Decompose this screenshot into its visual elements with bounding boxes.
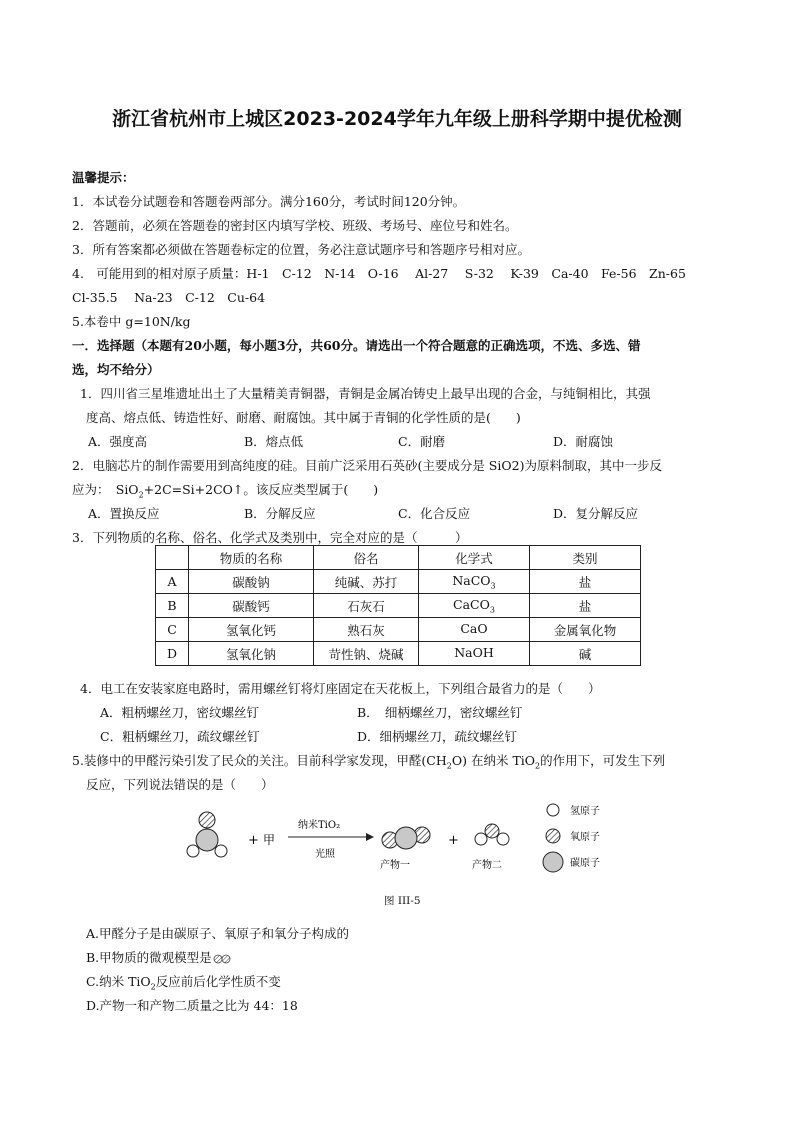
product-one-label: 产物一 [380,860,410,871]
tip-3: 3．所有答案都必须做在答题卷标定的位置，务必注意试题序号和答题序号相对应。 [72,242,530,257]
q5-stem: 5.装修中的甲醛污染引发了民众的关注。目前科学家发现，甲醛$(CH_2O)$ 在纳米 TiO$_2$的作用下，可发生下列 [72,753,666,771]
table-header: 化学式 [419,546,530,570]
q1-option-b: B．熔点低 [244,434,304,449]
q5-stem-cont: 反应，下列说法错误的是（ ） [86,777,274,792]
reaction-diagram [170,795,630,905]
q5-option-c: C.纳米 TiO$_2$反应前后化学性质不变 [86,974,281,992]
table-row [156,570,641,594]
substance-table [155,545,641,666]
category: 盐 [530,570,641,594]
figure-caption: 图 III-5 [384,895,421,907]
plus-sign: + [248,833,259,848]
arrow-head-icon [366,833,374,841]
q1-stem-cont: 度高、熔点低、铸造性好、耐磨、耐腐蚀。其中属于青铜的化学性质的是( ) [86,410,521,425]
q5-option-b: B.甲物质的微观模型是 [86,950,234,966]
category: 盐 [530,594,641,618]
table-header [156,546,189,570]
q2-stem-cont: 应为： SiO$_2$+2C=Si+2CO↑。该反应类型属于( ) [72,482,379,500]
chemical-formula: NaCO$_3$ [419,570,530,594]
reactant-label: 甲 [263,833,276,847]
carbon-dioxide-molecule-icon [382,827,430,849]
table-header: 物质的名称 [189,546,314,570]
water-molecule-icon [475,824,509,845]
q2-option-c: C．化合反应 [398,506,471,521]
q4-stem: 4．电工在安装家庭电路时，需用螺丝钉将灯座固定在天花板上，下列组合最省力的是（ ） [80,681,601,696]
row-label: B [156,594,189,618]
table-header: 俗名 [314,546,419,570]
tip-4-cont: Cl-35.5 Na-23 C-12 Cu-64 [72,290,266,305]
common-name: 石灰石 [314,594,419,618]
plus-sign: + [448,833,459,848]
tip-5: 5.本卷中 g=10N/kg [72,314,191,329]
q4-option-a: A．粗柄螺丝刀，密纹螺丝钉 [100,705,260,720]
tip-4: 4. 可能用到的相对原子质量：H-1 C-12 N-14 O-16 Al-27 S-32 K-39 Ca-40 Fe-56 Zn-65 [72,266,686,281]
common-name: 纯碱、苏打 [314,570,419,594]
q1-option-d: D．耐腐蚀 [553,434,614,449]
formaldehyde-molecule-icon [187,812,227,857]
legend-carbon: 碳原子 [570,858,600,869]
q2-option-a: A．置换反应 [88,506,160,521]
q3-stem: 3．下列物质的名称、俗名、化学式及类别中，完全对应的是（ ） [72,530,468,545]
common-name: 熟石灰 [314,618,419,642]
row-label: A [156,570,189,594]
common-name: 苛性钠、烧碱 [314,642,419,666]
hydrogen-atom-icon [547,804,559,816]
table-row [156,642,641,666]
q2-option-d: D．复分解反应 [553,506,639,521]
catalyst-label: 纳米TiO₂ [298,820,341,831]
chemical-formula: CaO [419,618,530,642]
q5-option-a: A.甲醛分子是由碳原子、氧原子和氧分子构成的 [86,926,350,941]
legend-hydrogen: 氢原子 [570,806,600,817]
q4-option-c: C．粗柄螺丝刀，疏纹螺丝钉 [100,729,260,744]
q1-option-c: C．耐磨 [398,434,446,449]
section-heading: 一．选择题（本题有20小题，每小题3分，共60分。请选出一个符合题意的正确选项，不选、多选、错 [72,338,641,353]
section-heading-cont: 选，均不给分） [72,362,160,377]
row-label: D [156,642,189,666]
table-row [156,594,641,618]
substance-name: 氢氧化钙 [189,618,314,642]
table-row [156,618,641,642]
oxygen-molecule-icon [212,954,234,964]
tip-1: 1．本试卷分试题卷和答题卷两部分。满分160分，考试时间120分钟。 [72,194,466,209]
tips-heading: 温馨提示： [72,170,135,185]
tip-2: 2．答题前，必须在答题卷的密封区内填写学校、班级、考场号、座位号和姓名。 [72,218,518,233]
product-two-label: 产物二 [472,860,502,871]
substance-name: 氢氧化钠 [189,642,314,666]
condition-label: 光照 [315,849,335,860]
chemical-formula: CaCO$_3$ [419,594,530,618]
q4-option-b: B． 细柄螺丝刀，密纹螺丝钉 [357,705,523,720]
legend-oxygen: 氧原子 [570,832,600,843]
q4-option-d: D．细柄螺丝刀，疏纹螺丝钉 [357,729,518,744]
category: 金属氧化物 [530,618,641,642]
carbon-atom-icon [543,852,563,872]
table-header: 类别 [530,546,641,570]
row-label: C [156,618,189,642]
page-title: 浙江省杭州市上城区2023-2024学年九年级上册科学期中提优检测 [112,108,682,130]
q2-option-b: B．分解反应 [244,506,316,521]
q2-stem: 2．电脑芯片的制作需要用到高纯度的硅。目前广泛采用石英砂(主要成分是 SiO2)为原料制取，其中一步反 [72,458,662,473]
category: 碱 [530,642,641,666]
q5-option-d: D.产物一和产物二质量之比为 44：18 [86,998,298,1013]
substance-name: 碳酸钠 [189,570,314,594]
chemical-formula: NaOH [419,642,530,666]
table-header-row [156,546,641,570]
substance-name: 碳酸钙 [189,594,314,618]
q1-stem: 1．四川省三星堆遗址出土了大量精美青铜器，青铜是金属冶铸史上最早出现的合金，与纯铜相比，其强 [80,386,651,401]
oxygen-atom-icon [546,829,560,843]
q1-option-a: A．强度高 [88,434,148,449]
